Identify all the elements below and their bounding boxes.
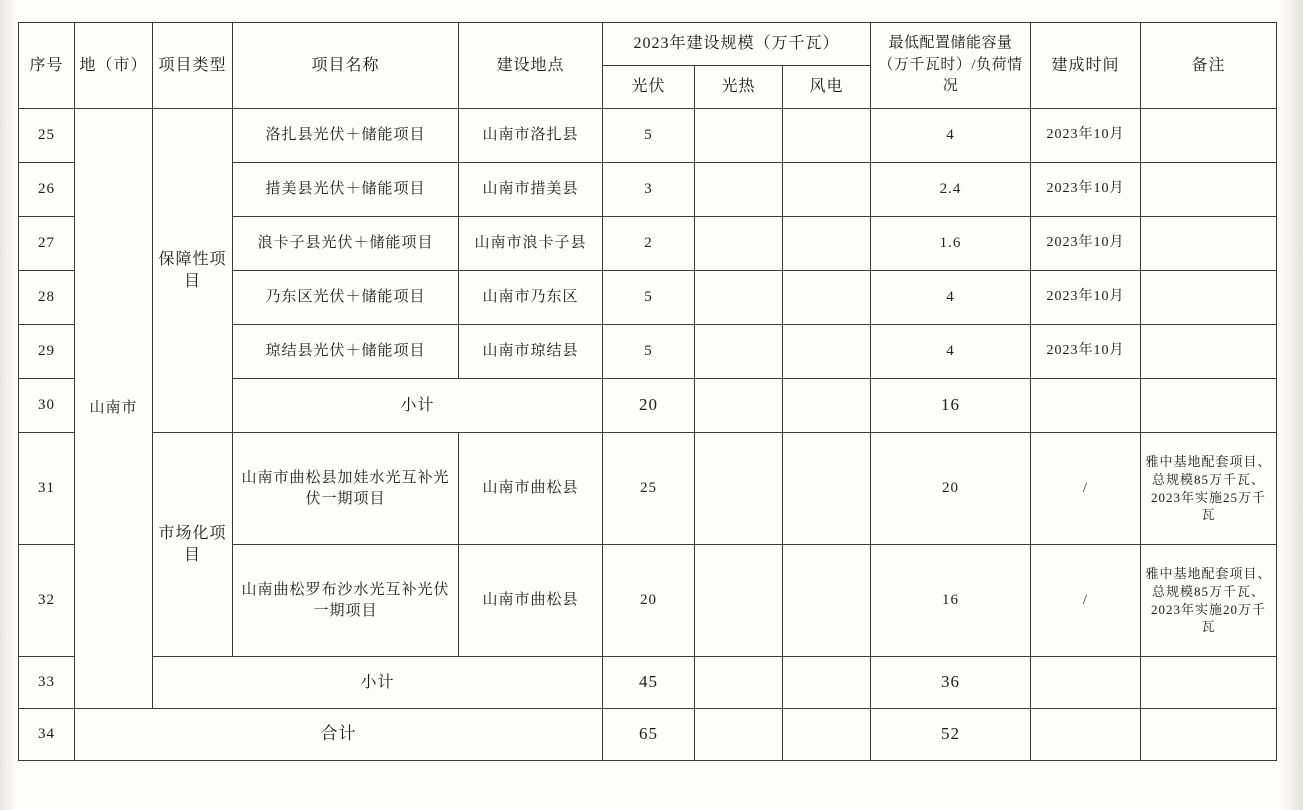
header-remark: 备注	[1141, 23, 1277, 109]
completion-time: 2023年10月	[1031, 217, 1141, 271]
remark-cell	[1141, 163, 1277, 217]
project-name: 洛扎县光伏＋储能项目	[233, 109, 459, 163]
header-scale-pv: 光伏	[603, 66, 695, 109]
remark-cell: 雅中基地配套项目、总规模85万千瓦、2023年实施20万千瓦	[1141, 545, 1277, 657]
header-storage: 最低配置储能容量（万千瓦时）/负荷情况	[871, 23, 1031, 109]
row-index: 34	[19, 709, 75, 761]
project-location: 山南市洛扎县	[459, 109, 603, 163]
completion-time	[1031, 709, 1141, 761]
subtotal-label: 小计	[233, 379, 603, 433]
header-index: 序号	[19, 23, 75, 109]
scale-cs	[695, 163, 783, 217]
completion-time: /	[1031, 433, 1141, 545]
scale-wind	[783, 217, 871, 271]
scale-pv: 20	[603, 379, 695, 433]
project-location: 山南市措美县	[459, 163, 603, 217]
storage-capacity: 52	[871, 709, 1031, 761]
scale-pv: 5	[603, 325, 695, 379]
storage-capacity: 16	[871, 545, 1031, 657]
completion-time	[1031, 657, 1141, 709]
header-region: 地（市）	[75, 23, 153, 109]
row-index: 33	[19, 657, 75, 709]
remark-cell	[1141, 109, 1277, 163]
scale-wind	[783, 271, 871, 325]
scale-pv: 20	[603, 545, 695, 657]
scale-wind	[783, 379, 871, 433]
scale-pv: 2	[603, 217, 695, 271]
completion-time: 2023年10月	[1031, 271, 1141, 325]
scale-cs	[695, 325, 783, 379]
header-project-name: 项目名称	[233, 23, 459, 109]
project-plan-table	[18, 22, 1277, 761]
scale-wind	[783, 657, 871, 709]
region-cell: 山南市	[75, 109, 153, 709]
completion-time: /	[1031, 545, 1141, 657]
row-index: 27	[19, 217, 75, 271]
storage-capacity: 20	[871, 433, 1031, 545]
project-name: 山南市曲松县加娃水光互补光伏一期项目	[233, 433, 459, 545]
table-row	[19, 109, 1277, 163]
remark-cell	[1141, 379, 1277, 433]
storage-capacity: 4	[871, 109, 1031, 163]
scale-wind	[783, 109, 871, 163]
scale-wind	[783, 433, 871, 545]
completion-time: 2023年10月	[1031, 325, 1141, 379]
row-index: 25	[19, 109, 75, 163]
scale-cs	[695, 217, 783, 271]
project-name: 措美县光伏＋储能项目	[233, 163, 459, 217]
storage-capacity: 16	[871, 379, 1031, 433]
row-index: 30	[19, 379, 75, 433]
subtotal-label: 小计	[153, 657, 603, 709]
scale-wind	[783, 325, 871, 379]
project-location: 山南市琼结县	[459, 325, 603, 379]
scale-pv: 3	[603, 163, 695, 217]
completion-time	[1031, 379, 1141, 433]
storage-capacity: 4	[871, 325, 1031, 379]
scale-cs	[695, 271, 783, 325]
scale-pv: 5	[603, 109, 695, 163]
remark-cell	[1141, 271, 1277, 325]
table-header-row-1	[19, 23, 1277, 66]
remark-cell	[1141, 325, 1277, 379]
project-location: 山南市乃东区	[459, 271, 603, 325]
header-location: 建设地点	[459, 23, 603, 109]
storage-capacity: 4	[871, 271, 1031, 325]
project-name: 琼结县光伏＋储能项目	[233, 325, 459, 379]
header-scale-wind: 风电	[783, 66, 871, 109]
scale-pv: 45	[603, 657, 695, 709]
remark-cell	[1141, 657, 1277, 709]
scale-wind	[783, 709, 871, 761]
row-index: 31	[19, 433, 75, 545]
remark-cell: 雅中基地配套项目、总规模85万千瓦、2023年实施25万千瓦	[1141, 433, 1277, 545]
project-name: 浪卡子县光伏＋储能项目	[233, 217, 459, 271]
type-group-market: 市场化项目	[153, 433, 233, 657]
project-name: 乃东区光伏＋储能项目	[233, 271, 459, 325]
table-container	[18, 22, 1276, 761]
subtotal-row-market	[19, 657, 1277, 709]
header-scale-cs: 光热	[695, 66, 783, 109]
scale-pv: 25	[603, 433, 695, 545]
completion-time: 2023年10月	[1031, 163, 1141, 217]
scale-cs	[695, 109, 783, 163]
project-location: 山南市浪卡子县	[459, 217, 603, 271]
storage-capacity: 36	[871, 657, 1031, 709]
row-index: 26	[19, 163, 75, 217]
scale-cs	[695, 433, 783, 545]
project-location: 山南市曲松县	[459, 545, 603, 657]
scale-cs	[695, 379, 783, 433]
scale-wind	[783, 545, 871, 657]
type-group-guarantee: 保障性项目	[153, 109, 233, 433]
row-index: 32	[19, 545, 75, 657]
project-name: 山南曲松罗布沙水光互补光伏一期项目	[233, 545, 459, 657]
remark-cell	[1141, 217, 1277, 271]
total-row	[19, 709, 1277, 761]
row-index: 28	[19, 271, 75, 325]
row-index: 29	[19, 325, 75, 379]
project-location: 山南市曲松县	[459, 433, 603, 545]
remark-cell	[1141, 709, 1277, 761]
storage-capacity: 2.4	[871, 163, 1031, 217]
scale-wind	[783, 163, 871, 217]
scale-pv: 5	[603, 271, 695, 325]
total-label: 合计	[75, 709, 603, 761]
scale-cs	[695, 657, 783, 709]
scale-cs	[695, 709, 783, 761]
completion-time: 2023年10月	[1031, 109, 1141, 163]
scale-cs	[695, 545, 783, 657]
scale-pv: 65	[603, 709, 695, 761]
header-scale-group: 2023年建设规模（万千瓦）	[603, 23, 871, 66]
storage-capacity: 1.6	[871, 217, 1031, 271]
header-project-type: 项目类型	[153, 23, 233, 109]
table-row	[19, 433, 1277, 545]
header-completion: 建成时间	[1031, 23, 1141, 109]
